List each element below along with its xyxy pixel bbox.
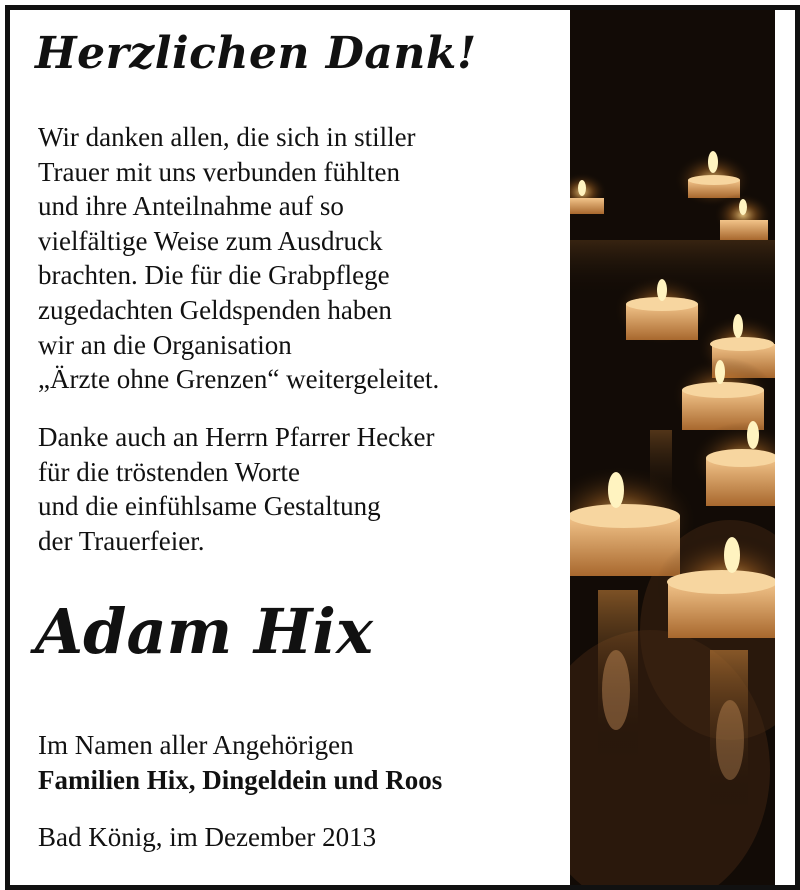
deceased-name: Adam Hix [35, 595, 373, 668]
on-behalf-line: Im Namen aller Angehörigen [38, 730, 354, 760]
white-margin-strip [775, 10, 795, 885]
candle-icon [713, 193, 773, 240]
place-date-line: Bad König, im Dezember 2013 [38, 822, 377, 852]
candles-illustration [570, 10, 775, 885]
candle-icon [670, 357, 774, 433]
families-line: Familien Hix, Dingeldein und Roos [38, 765, 443, 795]
thanks-heading: Herzlichen Dank! [35, 28, 477, 79]
text-column [10, 10, 565, 885]
obituary-notice [5, 5, 800, 890]
thanks-paragraph: Wir danken allen, die sich in stiller Trauer mit uns verbunden fühlten und ihre Anteilnahme auf so vielfältige Weise zum Ausdruck brachten. Die für die Grabpflege zugedachten Geldspenden haben wir an die Organisation „Ärzte ohne Grenzen“ weitergeleitet. [38, 122, 440, 395]
pastor-thanks-paragraph: Danke auch an Herrn Pfarrer Hecker für die tröstenden Worte und die einfühlsame Gestaltung der Trauerfeier. [38, 422, 435, 556]
candles-photo [570, 10, 775, 885]
candle-icon [612, 274, 712, 346]
